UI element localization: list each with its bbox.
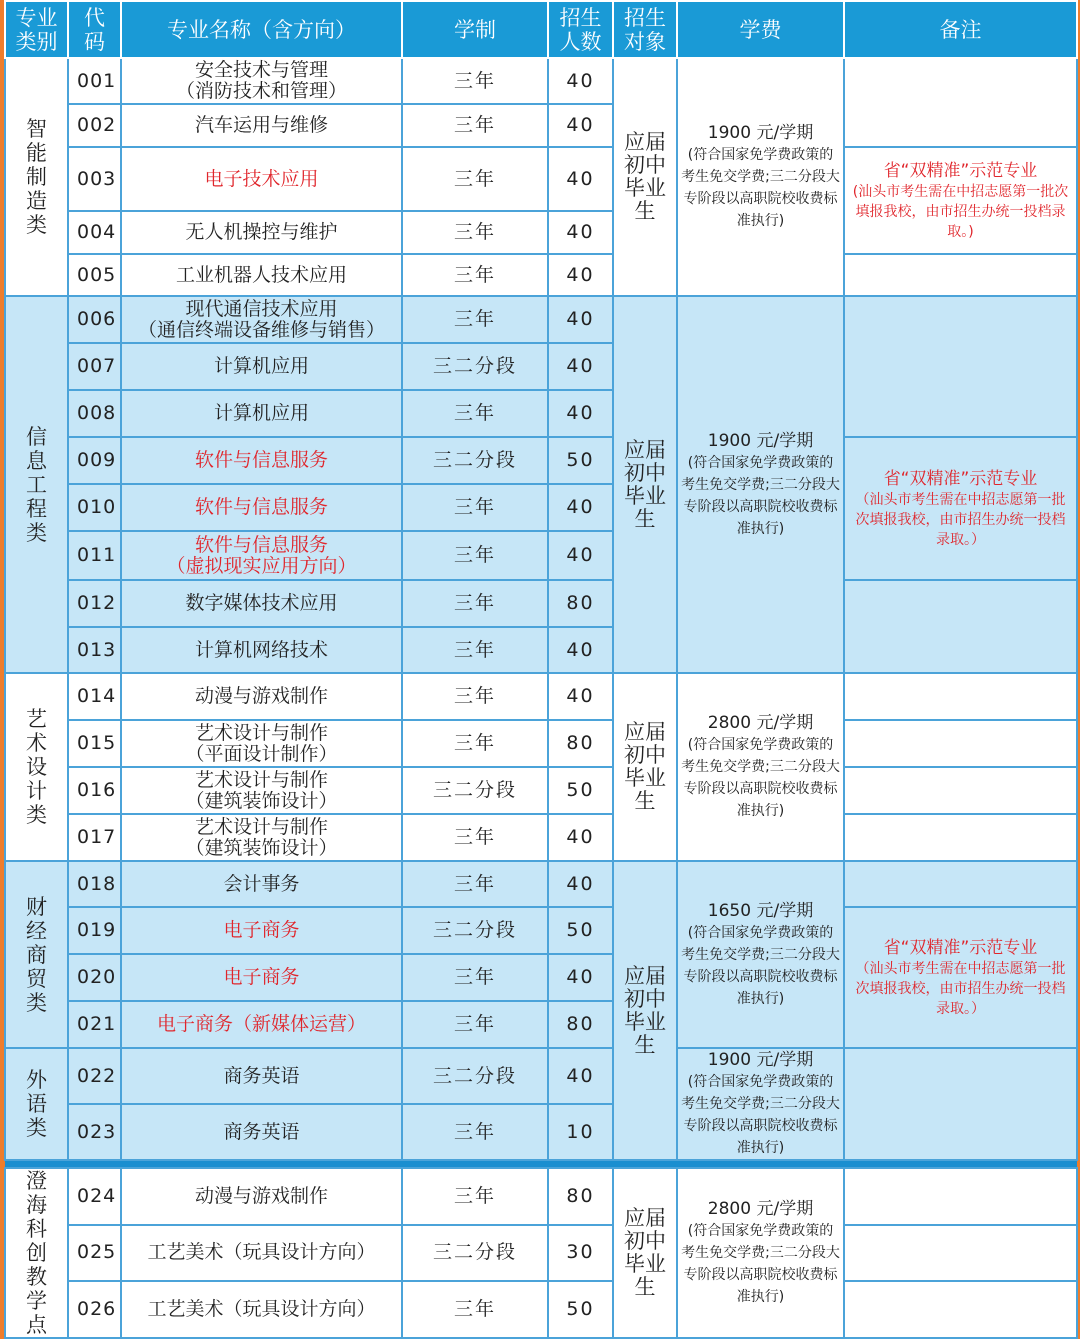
- enrollment-table-frame: [4, 0, 1076, 1337]
- major-name: 艺术设计与制作: [194, 768, 328, 791]
- major-name: 无人机操控与维护: [185, 221, 338, 243]
- major-name-cell: [121, 147, 402, 211]
- fee-cell: [677, 861, 844, 1048]
- code-cell: 015: [68, 720, 121, 767]
- major-name-cell: [121, 390, 402, 437]
- major-name: 电子技术应用: [204, 167, 319, 190]
- major-direction: （建筑装饰设计）: [185, 836, 338, 859]
- quota-cell: 40: [548, 254, 613, 296]
- major-name: 商务英语: [223, 1064, 300, 1087]
- fee-cell: [677, 1168, 844, 1338]
- code-cell: 001: [68, 58, 121, 104]
- duration-cell: 三二分段: [402, 1048, 548, 1104]
- remark-cell: [844, 767, 1077, 814]
- remark-cell: [844, 58, 1077, 147]
- major-name: 动漫与游戏制作: [194, 685, 328, 707]
- remark-cell: [844, 1168, 1077, 1225]
- code-cell: 022: [68, 1048, 121, 1104]
- major-name: 软件与信息服务: [194, 533, 328, 556]
- remark-cell: [844, 1281, 1077, 1338]
- remark-cell: [844, 673, 1077, 720]
- header-remark: 备注: [844, 1, 1077, 58]
- category-char: 财: [26, 894, 47, 919]
- category-cell: [5, 1168, 68, 1338]
- category-cell: [5, 673, 68, 861]
- remark-main: 省“双精准”示范专业: [883, 160, 1038, 181]
- header-target: [613, 1, 677, 58]
- category-char: 信: [26, 424, 47, 449]
- duration-cell: 三二分段: [402, 437, 548, 484]
- major-name-cell: [121, 861, 402, 907]
- header-code: [68, 1, 121, 58]
- category-char: 澄: [26, 1169, 47, 1193]
- section-divider: [5, 1160, 1077, 1168]
- major-direction: （建筑装饰设计）: [185, 789, 338, 812]
- fee-note: (符合国家免学费政策的考生免交学费;三二分段大专阶段以高职院校收费标准执行): [681, 1223, 840, 1305]
- table-row: [5, 1168, 1077, 1225]
- table-row: [5, 296, 1077, 343]
- major-name-cell: [121, 627, 402, 673]
- fee-cell: [677, 673, 844, 861]
- category-char: 语: [26, 1092, 47, 1116]
- quota-cell: 40: [548, 1048, 613, 1104]
- major-name-cell: [121, 343, 402, 390]
- fee-cell: [677, 296, 844, 673]
- duration-cell: 三年: [402, 211, 548, 254]
- code-cell: 010: [68, 484, 121, 531]
- category-cell: [5, 58, 68, 296]
- duration-cell: 三年: [402, 390, 548, 437]
- code-cell: 005: [68, 254, 121, 296]
- remark-sub: （汕头市考生需在中招志愿第一批次填报我校，由市招生办统一投档录取。）: [855, 491, 1066, 548]
- remark-cell: [844, 907, 1077, 1048]
- category-cell: [5, 296, 68, 673]
- table-row: [5, 147, 1077, 211]
- header-quota-line2: 人数: [559, 29, 602, 54]
- header-target-line1: 招生: [624, 5, 666, 30]
- major-direction: （通信终端设备维修与销售）: [137, 318, 385, 341]
- category-char: 设: [26, 755, 47, 779]
- category-char: 科: [26, 1217, 47, 1241]
- remark-sub: (汕头市考生需在中招志愿第一批次填报我校，由市招生办统一投档录取。): [852, 183, 1069, 240]
- duration-cell: 三年: [402, 814, 548, 861]
- fee-amount: 1900 元/学期: [707, 123, 814, 143]
- table-row: [5, 767, 1077, 814]
- category-char: 经: [26, 918, 47, 943]
- category-char: 点: [26, 1313, 47, 1337]
- category-char: 贸: [26, 966, 47, 991]
- major-name: 艺术设计与制作: [194, 815, 328, 838]
- major-name-cell: [121, 954, 402, 1001]
- major-name: 软件与信息服务: [194, 496, 328, 518]
- category-char: 类: [26, 520, 47, 545]
- major-name-cell: [121, 1281, 402, 1338]
- quota-cell: 40: [548, 390, 613, 437]
- quota-cell: 40: [548, 627, 613, 673]
- header-fee: 学费: [677, 1, 844, 58]
- major-name: 电子商务: [223, 919, 300, 941]
- table-row: [5, 814, 1077, 861]
- major-name-cell: [121, 767, 402, 814]
- quota-cell: 40: [548, 484, 613, 531]
- quota-cell: 50: [548, 1281, 613, 1338]
- fee-cell: [677, 1048, 844, 1160]
- header-category-line2: 类别: [15, 29, 58, 54]
- fee-note: (符合国家免学费政策的考生免交学费;三二分段大专阶段以高职院校收费标准执行): [681, 454, 840, 537]
- category-char: 术: [26, 731, 47, 755]
- quota-cell: 40: [548, 531, 613, 580]
- major-name-cell: [121, 1048, 402, 1104]
- table-row: [5, 580, 1077, 627]
- fee-note: (符合国家免学费政策的考生免交学费;三二分段大专阶段以高职院校收费标准执行): [681, 147, 840, 229]
- code-cell: 020: [68, 954, 121, 1001]
- code-cell: 006: [68, 296, 121, 343]
- major-name-cell: [121, 437, 402, 484]
- fee-amount: 1650 元/学期: [707, 900, 814, 921]
- header-category-line1: 专业: [15, 5, 58, 30]
- major-name-cell: [121, 673, 402, 720]
- quota-cell: 50: [548, 907, 613, 954]
- category-char: 智: [26, 117, 47, 141]
- table-row: [5, 58, 1077, 104]
- major-name: 动漫与游戏制作: [194, 1184, 328, 1207]
- code-cell: 011: [68, 531, 121, 580]
- category-char: 外: [26, 1068, 47, 1092]
- table-row: [5, 1281, 1077, 1338]
- remark-cell: [844, 296, 1077, 437]
- table-row: [5, 861, 1077, 907]
- major-name: 软件与信息服务: [194, 449, 328, 471]
- enrollment-table: [4, 0, 1078, 1339]
- category-char: 造: [26, 189, 47, 213]
- remark-cell: [844, 861, 1077, 907]
- code-cell: 014: [68, 673, 121, 720]
- duration-cell: 三年: [402, 954, 548, 1001]
- code-cell: 007: [68, 343, 121, 390]
- code-cell: 023: [68, 1104, 121, 1160]
- quota-cell: 40: [548, 211, 613, 254]
- code-cell: 021: [68, 1001, 121, 1048]
- table-row: [5, 907, 1077, 954]
- fee-amount: 2800 元/学期: [707, 1199, 814, 1219]
- category-cell: [5, 1048, 68, 1160]
- major-name: 工艺美术（玩具设计方向）: [147, 1241, 376, 1264]
- header-quota-line1: 招生: [559, 5, 602, 30]
- code-cell: 004: [68, 211, 121, 254]
- target-text: 应届初中毕业生: [624, 130, 666, 223]
- category-cell: [5, 861, 68, 1048]
- category-char: 息: [26, 448, 47, 473]
- major-name: 电子商务（新媒体运营）: [156, 1013, 366, 1035]
- major-name: 数字媒体技术应用: [185, 592, 338, 614]
- duration-cell: 三二分段: [402, 767, 548, 814]
- remark-cell: [844, 580, 1077, 673]
- fee-note: (符合国家免学费政策的考生免交学费;三二分段大专阶段以高职院校收费标准执行): [681, 924, 840, 1007]
- duration-cell: 三年: [402, 1001, 548, 1048]
- category-char: 类: [26, 990, 47, 1015]
- header-code-line2: 码: [84, 29, 105, 54]
- target-text: 应届初中毕业生: [624, 720, 666, 813]
- quota-cell: 80: [548, 1168, 613, 1225]
- major-name: 汽车运用与维修: [194, 114, 328, 136]
- quota-cell: 50: [548, 437, 613, 484]
- remark-cell: [844, 1225, 1077, 1282]
- major-name-cell: [121, 1001, 402, 1048]
- major-name-cell: [121, 720, 402, 767]
- duration-cell: 三年: [402, 531, 548, 580]
- code-cell: 009: [68, 437, 121, 484]
- major-name: 电子商务: [223, 966, 300, 988]
- code-cell: 016: [68, 767, 121, 814]
- remark-main: 省“双精准”示范专业: [883, 937, 1038, 958]
- major-name: 商务英语: [223, 1120, 300, 1143]
- duration-cell: 三年: [402, 254, 548, 296]
- category-char: 创: [26, 1241, 47, 1265]
- major-name-cell: [121, 254, 402, 296]
- section-divider-bar: [5, 1160, 1077, 1168]
- duration-cell: 三二分段: [402, 907, 548, 954]
- target-cell: [613, 861, 677, 1160]
- category-char: 能: [26, 141, 47, 165]
- table-row: [5, 1048, 1077, 1104]
- major-name-cell: [121, 296, 402, 343]
- quota-cell: 80: [548, 580, 613, 627]
- major-name-cell: [121, 211, 402, 254]
- table-row: [5, 1225, 1077, 1282]
- code-cell: 026: [68, 1281, 121, 1338]
- duration-cell: 三年: [402, 627, 548, 673]
- quota-cell: 30: [548, 1225, 613, 1282]
- major-name: 工业机器人技术应用: [175, 263, 347, 286]
- major-name: 计算机网络技术: [194, 638, 328, 661]
- major-name-cell: [121, 1168, 402, 1225]
- category-char: 海: [26, 1193, 47, 1217]
- header-quota: [548, 1, 613, 58]
- fee-amount: 1900 元/学期: [707, 1050, 814, 1070]
- table-row: [5, 673, 1077, 720]
- major-direction: （虚拟现实应用方向）: [166, 554, 357, 577]
- duration-cell: 三年: [402, 58, 548, 104]
- code-cell: 017: [68, 814, 121, 861]
- quota-cell: 40: [548, 861, 613, 907]
- remark-main: 省“双精准”示范专业: [883, 468, 1038, 489]
- remark-cell: [844, 720, 1077, 767]
- code-cell: 025: [68, 1225, 121, 1282]
- quota-cell: 80: [548, 1001, 613, 1048]
- duration-cell: 三年: [402, 861, 548, 907]
- quota-cell: 40: [548, 296, 613, 343]
- duration-cell: 三年: [402, 296, 548, 343]
- category-char: 工: [26, 472, 47, 497]
- major-name: 安全技术与管理: [194, 59, 328, 81]
- quota-cell: 40: [548, 954, 613, 1001]
- major-name-cell: [121, 58, 402, 104]
- table-row: [5, 720, 1077, 767]
- quota-cell: 40: [548, 104, 613, 147]
- major-name: 工艺美术（玩具设计方向）: [147, 1298, 376, 1321]
- duration-cell: 三年: [402, 1168, 548, 1225]
- header-row: [5, 1, 1077, 58]
- major-name: 现代通信技术应用: [185, 297, 338, 320]
- target-text: 应届初中毕业生: [624, 437, 666, 531]
- major-direction: （平面设计制作）: [185, 742, 338, 765]
- major-name-cell: [121, 484, 402, 531]
- category-char: 制: [26, 165, 47, 189]
- quota-cell: 80: [548, 720, 613, 767]
- duration-cell: 三年: [402, 720, 548, 767]
- major-name-cell: [121, 580, 402, 627]
- duration-cell: 三年: [402, 484, 548, 531]
- table-row: [5, 254, 1077, 296]
- quota-cell: 40: [548, 814, 613, 861]
- quota-cell: 50: [548, 767, 613, 814]
- category-char: 艺: [26, 707, 47, 731]
- target-text: 应届初中毕业生: [624, 963, 666, 1057]
- major-name-cell: [121, 1104, 402, 1160]
- target-text: 应届初中毕业生: [624, 1206, 666, 1299]
- category-char: 程: [26, 496, 47, 521]
- major-name: 计算机应用: [213, 402, 309, 424]
- code-cell: 024: [68, 1168, 121, 1225]
- quota-cell: 40: [548, 343, 613, 390]
- code-cell: 012: [68, 580, 121, 627]
- quota-cell: 40: [548, 673, 613, 720]
- major-name-cell: [121, 1225, 402, 1282]
- duration-cell: 三年: [402, 673, 548, 720]
- fee-note: (符合国家免学费政策的考生免交学费;三二分段大专阶段以高职院校收费标准执行): [681, 737, 840, 819]
- fee-note: (符合国家免学费政策的考生免交学费;三二分段大专阶段以高职院校收费标准执行): [681, 1074, 840, 1156]
- category-char: 类: [26, 803, 47, 827]
- duration-cell: 三年: [402, 104, 548, 147]
- category-char: 类: [26, 213, 47, 237]
- quota-cell: 40: [548, 147, 613, 211]
- target-cell: [613, 58, 677, 296]
- table-row: [5, 437, 1077, 484]
- duration-cell: 三年: [402, 580, 548, 627]
- fee-amount: 1900 元/学期: [707, 430, 814, 451]
- remark-cell: [844, 147, 1077, 254]
- category-char: 计: [26, 779, 47, 803]
- category-char: 教: [26, 1265, 47, 1289]
- category-char: 学: [26, 1289, 47, 1313]
- major-name: 艺术设计与制作: [194, 721, 328, 744]
- header-category: [5, 1, 68, 58]
- quota-cell: 40: [548, 58, 613, 104]
- duration-cell: 三二分段: [402, 1225, 548, 1282]
- target-cell: [613, 673, 677, 861]
- major-name-cell: [121, 814, 402, 861]
- major-name-cell: [121, 104, 402, 147]
- header-code-line1: 代: [84, 5, 105, 30]
- duration-cell: 三二分段: [402, 343, 548, 390]
- major-name: 会计事务: [223, 872, 300, 895]
- code-cell: 018: [68, 861, 121, 907]
- target-cell: [613, 296, 677, 673]
- header-target-line2: 对象: [624, 29, 666, 54]
- header-major: 专业名称（含方向）: [121, 1, 402, 58]
- remark-cell: [844, 437, 1077, 580]
- major-name: 计算机应用: [213, 355, 309, 377]
- code-cell: 013: [68, 627, 121, 673]
- remark-cell: [844, 814, 1077, 861]
- code-cell: 003: [68, 147, 121, 211]
- duration-cell: 三年: [402, 1281, 548, 1338]
- code-cell: 019: [68, 907, 121, 954]
- enrollment-table-body: [5, 58, 1077, 1338]
- category-char: 商: [26, 942, 47, 967]
- category-char: 类: [26, 1116, 47, 1140]
- duration-cell: 三年: [402, 147, 548, 211]
- quota-cell: 10: [548, 1104, 613, 1160]
- header-duration: 学制: [402, 1, 548, 58]
- code-cell: 002: [68, 104, 121, 147]
- major-name-cell: [121, 531, 402, 580]
- fee-cell: [677, 58, 844, 296]
- remark-cell: [844, 1048, 1077, 1160]
- fee-amount: 2800 元/学期: [707, 713, 814, 733]
- major-direction: （消防技术和管理）: [175, 80, 347, 102]
- code-cell: 008: [68, 390, 121, 437]
- duration-cell: 三年: [402, 1104, 548, 1160]
- target-cell: [613, 1168, 677, 1338]
- remark-cell: [844, 254, 1077, 296]
- major-name-cell: [121, 907, 402, 954]
- remark-sub: （汕头市考生需在中招志愿第一批次填报我校，由市招生办统一投档录取。）: [855, 960, 1066, 1017]
